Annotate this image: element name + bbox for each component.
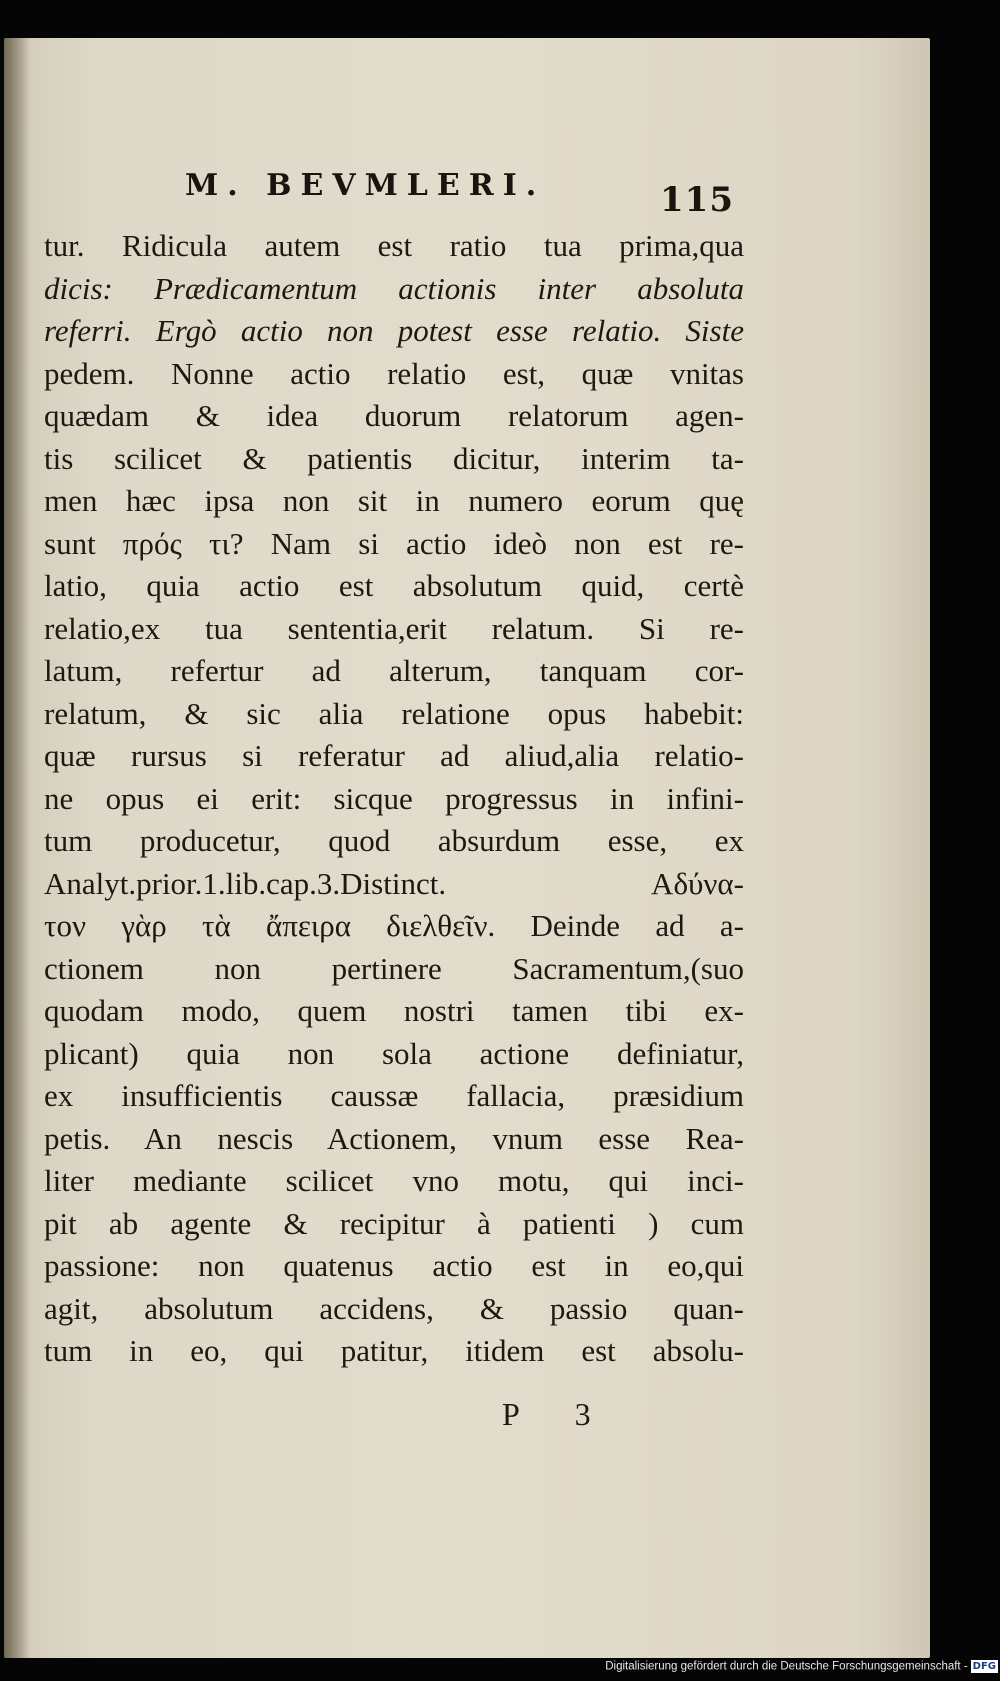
text-line: liter mediante scilicet vno motu, qui inci- bbox=[44, 1163, 744, 1198]
text-line: pit ab agente & recipitur à patienti ) cum bbox=[44, 1205, 744, 1241]
text-line: quæ rursus si referatur ad aliud,alia relatio- bbox=[44, 738, 744, 773]
text-line: dicis: Prædicamentum actionis inter absoluta bbox=[44, 270, 744, 306]
text-line: relatum, & sic alia relatione opus habebit: bbox=[44, 695, 744, 731]
text-line: pedem. Nonne actio relatio est, quæ vnitas bbox=[44, 355, 744, 391]
text-line: passione: non quatenus actio est in eo,qui bbox=[44, 1248, 744, 1283]
text-line: τον γὰρ τὰ ἄπειρα διελθεῖν. Deinde ad a- bbox=[44, 908, 744, 943]
page-gutter-shadow bbox=[4, 38, 30, 1658]
body-text bbox=[44, 225, 744, 1373]
text-line: plicant) quia non sola actione definiatur, bbox=[44, 1035, 744, 1071]
text-line: ctionem non pertinere Sacramentum,(suo bbox=[44, 950, 744, 986]
text-line: latum, refertur ad alterum, tanquam cor- bbox=[44, 653, 744, 688]
footer-credit bbox=[600, 1660, 998, 1678]
footer-credit-text: Digitalisierung gefördert durch die Deutsche Forschungsgemeinschaft - bbox=[605, 1660, 968, 1673]
dfg-logo: DFG bbox=[972, 1661, 996, 1672]
text-line: tur. Ridicula autem est ratio tua prima,qua bbox=[44, 228, 744, 263]
text-line: tum in eo, qui patitur, itidem est absolu- bbox=[44, 1333, 744, 1368]
text-line: agit, absolutum accidens, & passio quan- bbox=[44, 1290, 744, 1326]
signature-mark: P 3 bbox=[502, 1396, 615, 1432]
text-line: men hæc ipsa non sit in numero eorum quę bbox=[44, 483, 744, 518]
text-line: sunt πρός τι? Nam si actio ideò non est re- bbox=[44, 525, 744, 561]
text-line: relatio,ex tua sententia,erit relatum. Si re- bbox=[44, 610, 744, 646]
page-number: 115 bbox=[660, 180, 734, 220]
text-line: referri. Ergò actio non potest esse relatio. Siste bbox=[44, 313, 744, 348]
text-line: quædam & idea duorum relatorum agen- bbox=[44, 398, 744, 433]
text-line: latio, quia actio est absolutum quid, certè bbox=[44, 568, 744, 603]
text-line: ex insufficientis caussæ fallacia, præsidium bbox=[44, 1078, 744, 1113]
text-line: tum producetur, quod absurdum esse, ex bbox=[44, 823, 744, 858]
text-line: tis scilicet & patientis dicitur, interim ta- bbox=[44, 440, 744, 476]
text-line: quodam modo, quem nostri tamen tibi ex- bbox=[44, 993, 744, 1028]
running-title: M. BEVMLERI. bbox=[185, 168, 546, 203]
text-line: ne opus ei erit: sicque progressus in infini- bbox=[44, 780, 744, 816]
text-line: Analyt.prior.1.lib.cap.3.Distinct. Αδύνα- bbox=[44, 865, 744, 901]
text-line: petis. An nescis Actionem, vnum esse Rea- bbox=[44, 1120, 744, 1156]
